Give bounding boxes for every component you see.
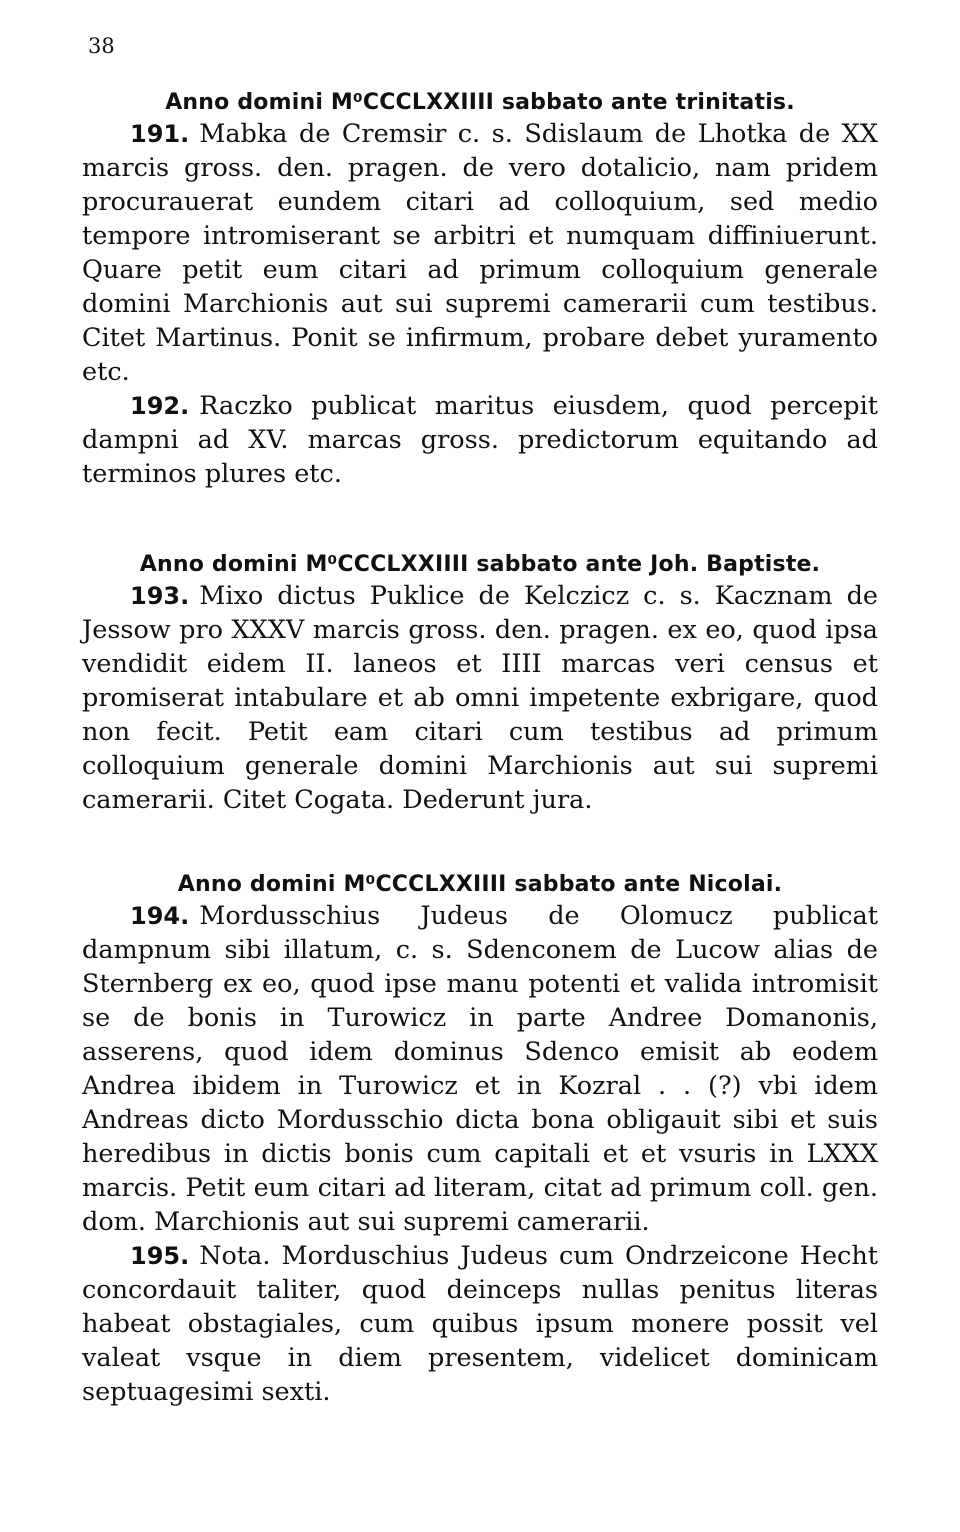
entry-192 (82, 389, 878, 491)
entry-number: 192. (130, 392, 190, 420)
entry-text: Mixo dictus Puklice de Kelczicz c. s. Kacznam de Jessow pro XXXV marcis gross. den. pragen. ex eo, quod ipsa vendidit eidem II. laneos et IIII marcas veri census et promiserat intabulare et ab omni impetente exbrigare, quod non fecit. Petit eam citari cum testibus ad primum colloquium generale domini Marchionis aut sui supremi camerarii. Citet Cogata. Dederunt jura. (82, 581, 878, 815)
entry-194 (82, 899, 878, 1239)
section-heading: Anno domini M⁰CCCLXXIIII sabbato ante Joh. Baptiste. (139, 552, 821, 577)
entry-number: 191. (130, 120, 190, 148)
section-nicolai (82, 872, 878, 1409)
section-joh-baptiste (82, 552, 878, 817)
entry-number: 195. (130, 1242, 190, 1270)
page-number: 38 (88, 34, 115, 58)
entry-number: 194. (130, 902, 190, 930)
entry-number: 193. (130, 582, 190, 610)
section-heading: Anno domini M⁰CCCLXXIIII sabbato ante trinitatis. (165, 90, 795, 115)
entry-text: Raczko publicat maritus eiusdem, quod percepit dampni ad XV. marcas gross. predictorum equitando ad terminos plures etc. (82, 391, 878, 489)
section-trinitatis (82, 90, 878, 491)
entry-193 (82, 579, 878, 817)
entry-text: Nota. Morduschius Judeus cum Ondrzeicone Hecht concordauit taliter, quod deinceps nullas penitus literas habeat obstagiales, cum quibus ipsum monere possit vel valeat vsque in diem presentem, videlicet dominicam septuagesimi sexti. (82, 1241, 878, 1407)
entry-195 (82, 1239, 878, 1409)
section-heading: Anno domini M⁰CCCLXXIIII sabbato ante Nicolai. (177, 872, 783, 897)
entry-text: Mordusschius Judeus de Olomucz publicat dampnum sibi illatum, c. s. Sdenconem de Lucow alias de Sternberg ex eo, quod ipse manu potenti et valida intromisit se de bonis in Turowicz in parte Andree Domanonis, asserens, quod idem dominus Sdenco emisit ab eodem Andrea ibidem in Turowicz et in Kozral . . (?) vbi idem Andreas dicto Mordusschio dicta bona obligauit sibi et suis heredibus in dictis bonis cum capitali et et vsuris in LXXX marcis. Petit eum citari ad literam, citat ad primum coll. gen. dom. Marchionis aut sui supremi camerarii. (82, 901, 878, 1237)
entry-text: Mabka de Cremsir c. s. Sdislaum de Lhotka de XX marcis gross. den. pragen. de vero dotalicio, nam pridem procurauerat eundem citari ad colloquium, sed medio tempore intromiserant se arbitri et numquam diffiniuerunt. Quare petit eum citari ad primum colloquium generale domini Marchionis aut sui supremi camerarii cum testibus. Citet Martinus. Ponit se infirmum, probare debet yuramento etc. (82, 119, 878, 387)
entry-191 (82, 117, 878, 389)
